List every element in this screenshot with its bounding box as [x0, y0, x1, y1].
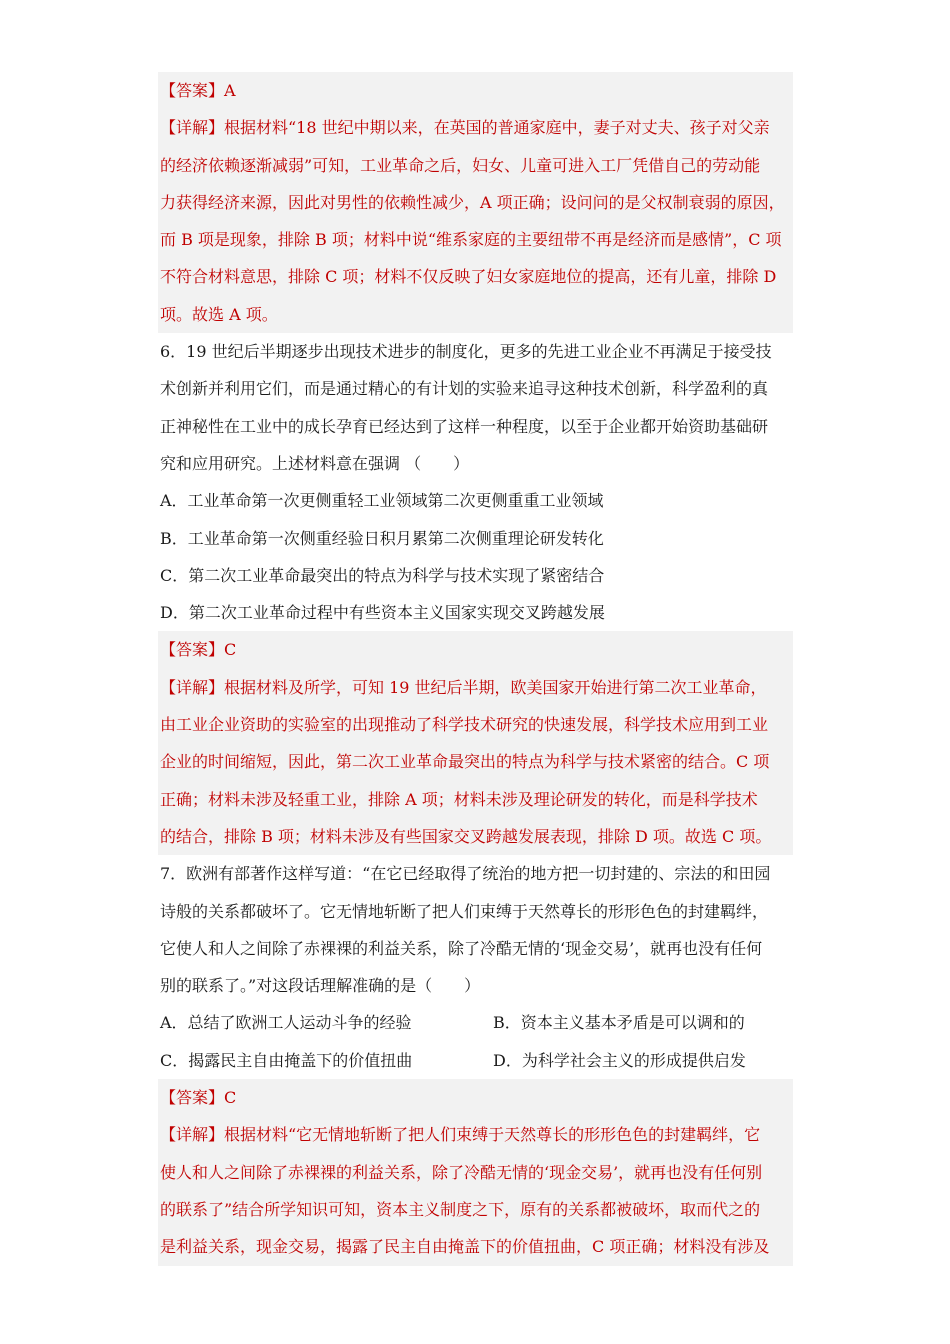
answer-block-6 — [158, 631, 793, 855]
detail-line: 由工业企业资助的实验室的出现推动了科学技术研究的快速发展，科学技术应用到工业 — [160, 715, 769, 735]
option-a: A．总结了欧洲工人运动斗争的经验 — [160, 1013, 412, 1033]
document-page — [158, 72, 793, 1266]
option-d: D．为科学社会主义的形成提供启发 — [493, 1050, 746, 1070]
answer-block-7 — [158, 1079, 793, 1265]
answer-line: 【答案】A — [160, 81, 236, 100]
detail-line: 正确；材料未涉及轻重工业，排除 A 项；材料未涉及理论研发的转化，而是科学技术 — [160, 789, 758, 809]
detail-line: 的联系了”结合所学知识可知，资本主义制度之下，原有的关系都被破坏，取而代之的 — [160, 1199, 761, 1219]
question-7 — [158, 855, 793, 1079]
detail-line: 力获得经济来源，因此对男性的依赖性减少，A 项正确；设问问的是父权制衰弱的原因， — [160, 192, 785, 212]
detail-line: 【详解】根据材料“18 世纪中期以来，在英国的普通家庭中，妻子对丈夫、孩子对父亲 — [160, 118, 770, 138]
question-6 — [158, 333, 793, 631]
option-c: C．第二次工业革命最突出的特点为科学与技术实现了紧密结合 — [160, 565, 605, 585]
detail-line: 企业的时间缩短，因此，第二次工业革命最突出的特点为科学与技术紧密的结合。C 项 — [160, 752, 770, 772]
question-stem-line: 诗般的关系都破坏了。它无情地斩断了把人们束缚于天然尊长的形形色色的封建羁绊， — [160, 901, 769, 921]
answer-line: 【答案】C — [160, 640, 237, 660]
option-c: C．揭露民主自由掩盖下的价值扭曲 — [160, 1050, 413, 1070]
option-a: A．工业革命第一次更侧重轻工业领域第二次更侧重重工业领域 — [160, 491, 604, 511]
answer-line: 【答案】C — [160, 1088, 237, 1108]
option-b: B．资本主义基本矛盾是可以调和的 — [493, 1013, 745, 1033]
option-row — [158, 1042, 793, 1079]
detail-line: 项。故选 A 项。 — [160, 304, 278, 324]
detail-line: 【详解】根据材料及所学，可知 19 世纪后半期，欧美国家开始进行第二次工业革命， — [160, 677, 767, 697]
answer-block-5 — [158, 72, 793, 333]
detail-line: 【详解】根据材料“它无情地斩断了把人们束缚于天然尊长的形形色色的封建羁绊，它 — [160, 1125, 761, 1145]
detail-line: 是利益关系，现金交易，揭露了民主自由掩盖下的价值扭曲，C 项正确；材料没有涉及 — [160, 1237, 770, 1257]
detail-line: 而 B 项是现象，排除 B 项；材料中说“维系家庭的主要纽带不再是经济而是感情”，C 项 — [160, 230, 782, 250]
question-stem-line: 别的联系了。”对这段话理解准确的是（ ） — [160, 976, 481, 996]
detail-line: 的经济依赖逐渐减弱”可知，工业革命之后，妇女、儿童可进入工厂凭借自己的劳动能 — [160, 155, 761, 175]
option-b: B．工业革命第一次侧重经验日积月累第二次侧重理论研发转化 — [160, 528, 604, 548]
option-d: D．第二次工业革命过程中有些资本主义国家实现交叉跨越发展 — [160, 603, 605, 623]
question-stem-line: 它使人和人之间除了赤裸裸的利益关系，除了冷酷无情的‘现金交易’，就再也没有任何 — [160, 938, 763, 958]
option-row — [158, 1004, 793, 1041]
question-stem-line: 7．欧洲有部著作这样写道：“在它已经取得了统治的地方把一切封建的、宗法的和田园 — [160, 864, 771, 884]
question-stem-line: 6．19 世纪后半期逐步出现技术进步的制度化，更多的先进工业企业不再满足于接受技 — [160, 342, 772, 362]
question-stem-line: 究和应用研究。上述材料意在强调 （ ） — [160, 453, 470, 473]
question-stem-line: 正神秘性在工业中的成长孕育已经达到了这样一种程度，以至于企业都开始资助基础研 — [160, 416, 769, 436]
detail-line: 不符合材料意思，排除 C 项；材料不仅反映了妇女家庭地位的提高，还有儿童，排除 D — [160, 267, 777, 287]
detail-line: 使人和人之间除了赤裸裸的利益关系，除了冷酷无情的‘现金交易’，就再也没有任何别 — [160, 1162, 763, 1182]
detail-line: 的结合，排除 B 项；材料未涉及有些国家交叉跨越发展表现，排除 D 项。故选 C 项。 — [160, 826, 772, 846]
question-stem-line: 术创新并利用它们，而是通过精心的有计划的实验来追寻这种技术创新，科学盈利的真 — [160, 379, 769, 399]
